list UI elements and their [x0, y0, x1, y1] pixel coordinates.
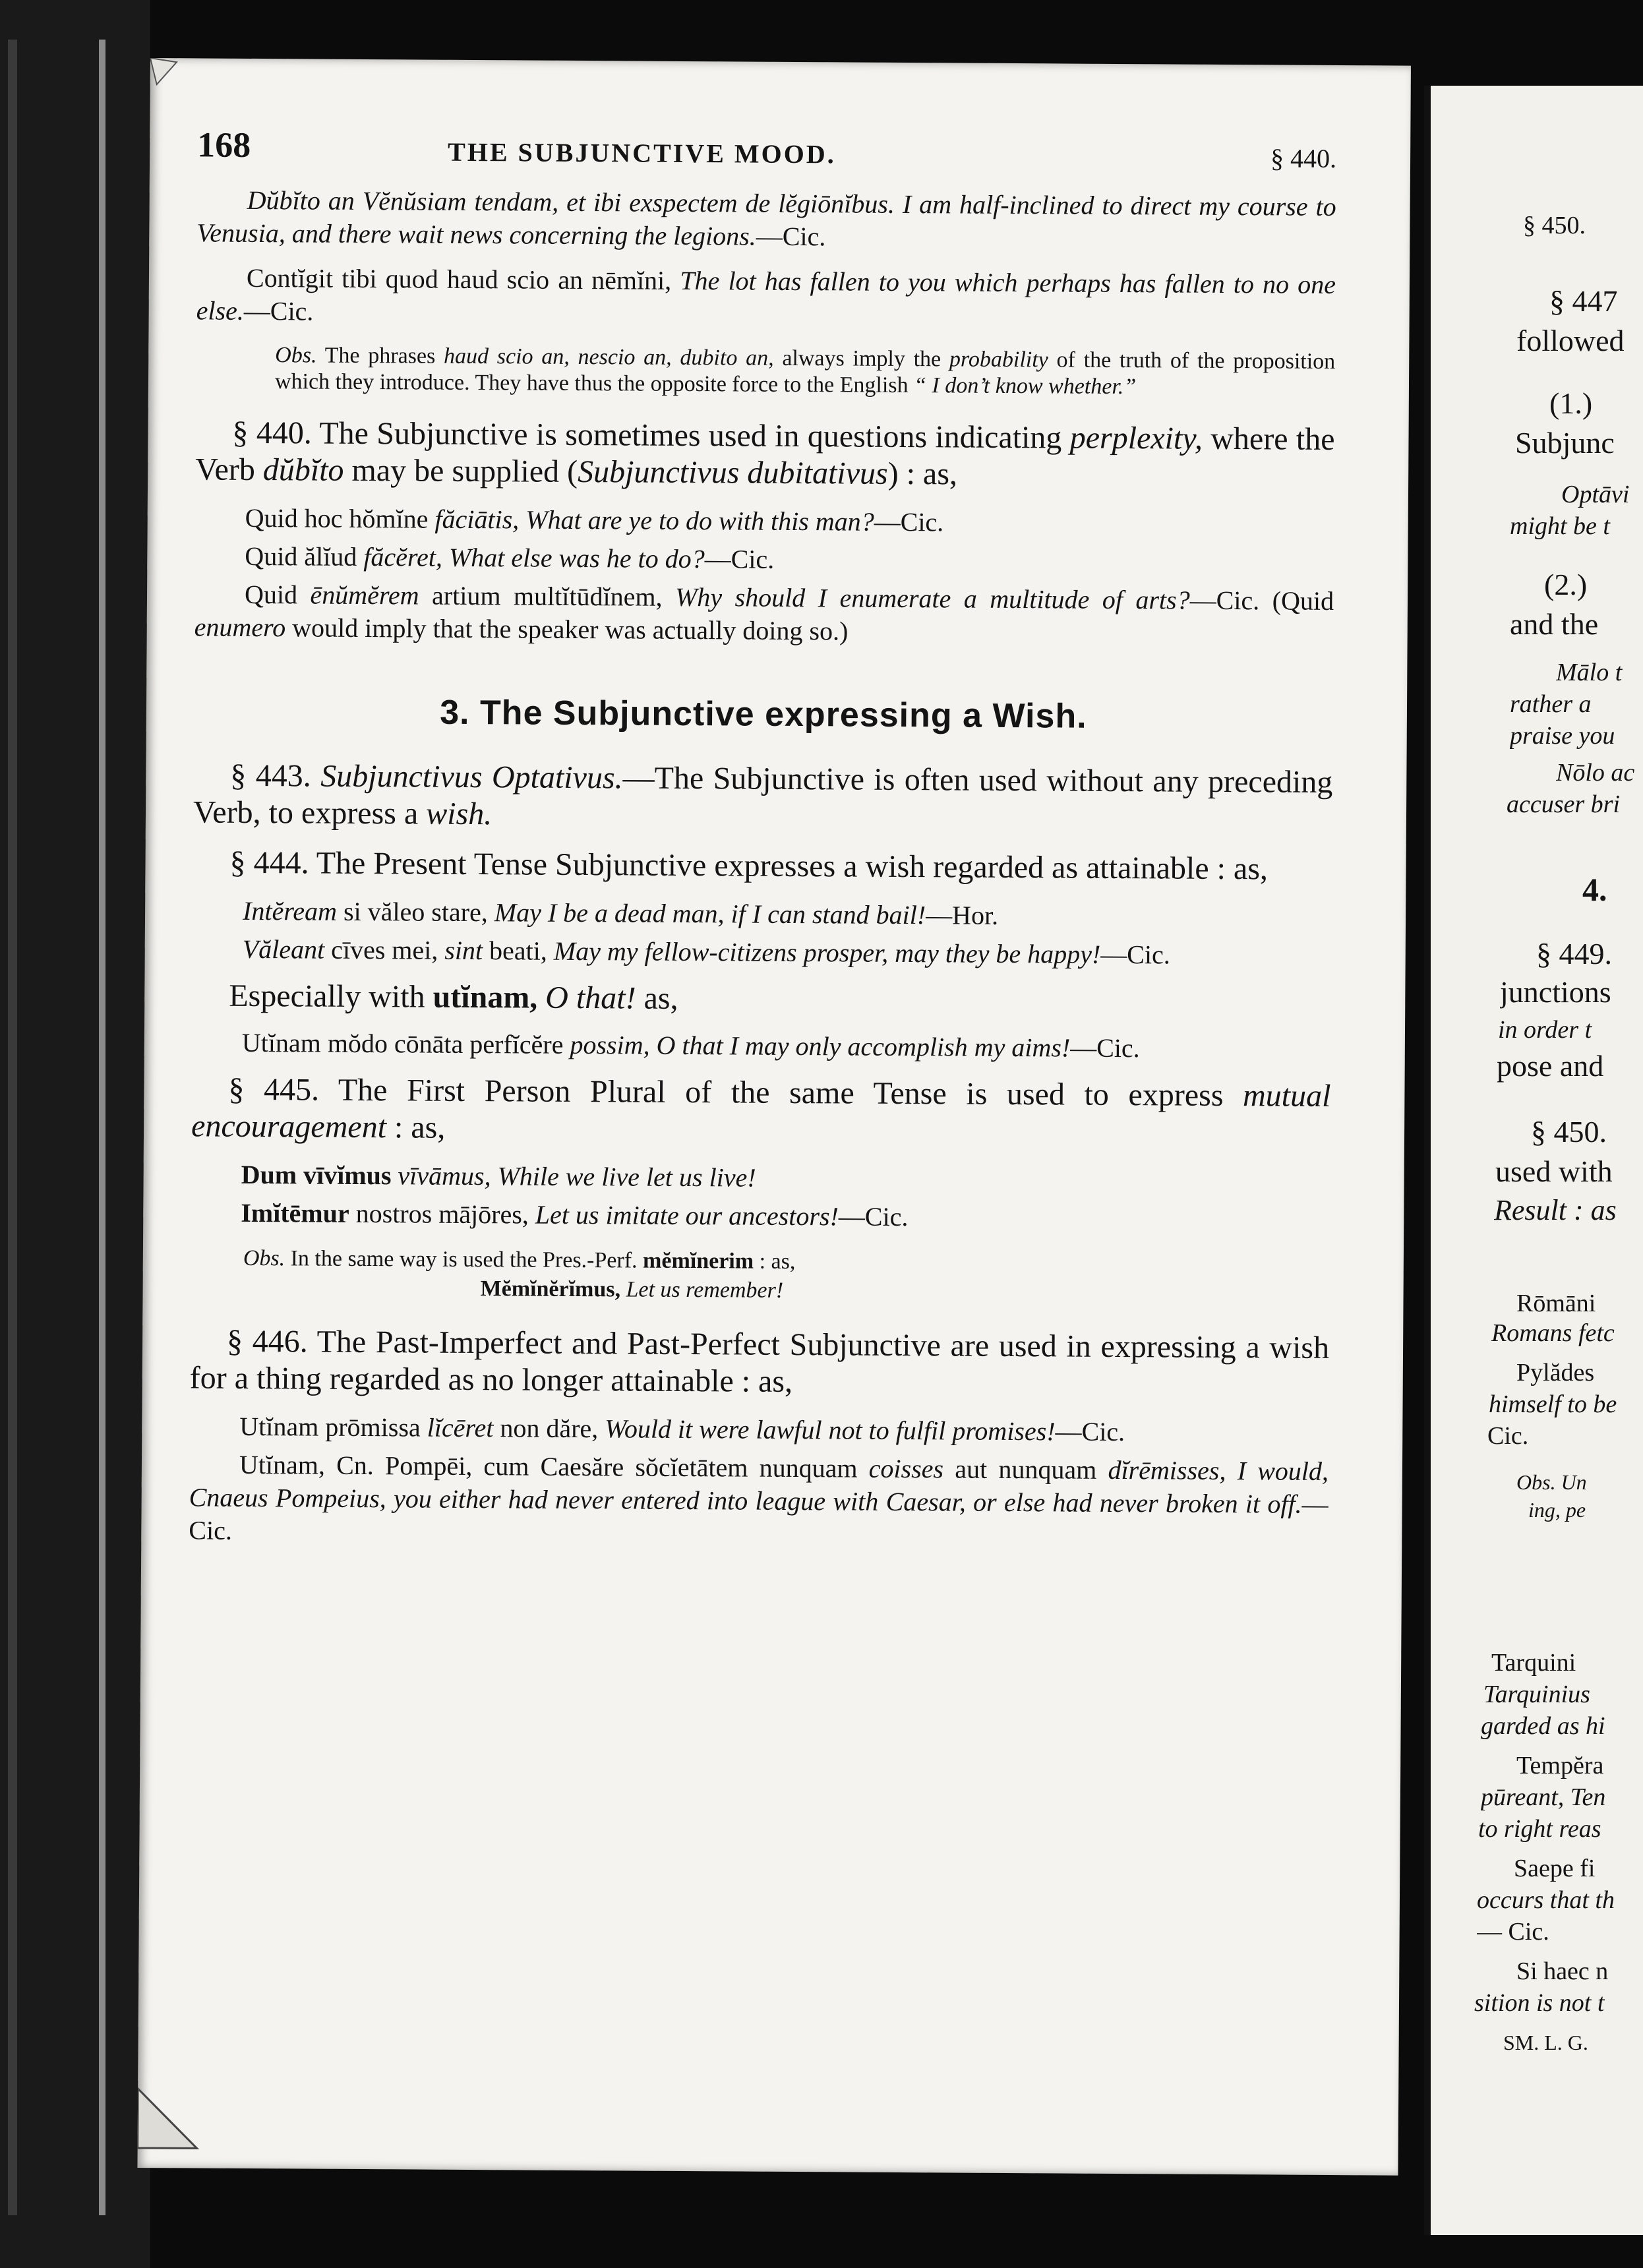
- obs-label: Obs.: [275, 343, 317, 368]
- latin-example: Quid: [244, 579, 298, 610]
- latin-example: Contĭgit tibi quod haud scio an nēmĭni,: [246, 262, 672, 295]
- right-fragment: § 450.: [1531, 1115, 1607, 1149]
- example-paragraph: [191, 1158, 1330, 1198]
- latin-example: non dăre,: [500, 1413, 599, 1444]
- latin-example: artium multĭtūdĭnem,: [431, 580, 663, 612]
- right-fragment: ing, pe: [1528, 1498, 1586, 1522]
- right-fragment: sition is not t: [1474, 1989, 1605, 2017]
- running-title: THE SUBJUNCTIVE MOOD.: [448, 136, 836, 169]
- example-paragraph: [194, 539, 1334, 580]
- english-translation: Would it were lawful not to fulfil promises!: [605, 1414, 1056, 1447]
- rule-text: where the Verb: [195, 421, 1335, 487]
- source-citation: —Cic.: [1055, 1416, 1125, 1447]
- latin-verb: dĭrēmisses,: [1108, 1454, 1226, 1486]
- right-fragment: Result : as: [1494, 1194, 1617, 1226]
- obs-term: mĕmĭnerim: [642, 1248, 754, 1274]
- right-fragment: used with: [1495, 1154, 1613, 1188]
- latin-example: Dŭbĭto an Vĕnŭsiam tendam, et ibi exspectem de lĕgiōnĭbus.: [247, 185, 895, 219]
- right-fragment: might be t: [1510, 512, 1610, 540]
- right-fragment: Optāvi: [1561, 481, 1630, 508]
- latin-example: Utĭnam mŏdo cōnāta perfĭcĕre: [241, 1027, 564, 1059]
- latin-verb: sint: [444, 935, 483, 966]
- scan-edge-line: [99, 40, 105, 2215]
- obs-phrases: haud scio an, nescio an, dubito an,: [443, 343, 774, 371]
- right-fragment: — Cic.: [1477, 1918, 1549, 1946]
- english-translation: I am half-inclined to direct my course to Venusia, and there wait news concerning the legions.: [196, 189, 1336, 251]
- right-fragment: and the: [1510, 607, 1599, 641]
- right-fragment: (2.): [1544, 568, 1588, 601]
- observation-note: [243, 1244, 1330, 1309]
- latin-verb: coisses: [868, 1453, 944, 1484]
- rule-text: The Past-Imperfect and Past-Perfect Subjunctive are used in expressing a wish for a thing regarded as no longer attainable : as,: [189, 1324, 1330, 1399]
- right-fragment: (1.): [1549, 386, 1593, 420]
- english-translation: O that I may only accomplish my aims!: [656, 1030, 1071, 1063]
- latin-example: Utĭnam prōmissa: [239, 1411, 421, 1443]
- obs-text: In the same way is used the Pres.-Perf.: [290, 1246, 638, 1273]
- right-fragment: 4.: [1582, 871, 1607, 908]
- latin-example: Quid ălĭud: [245, 541, 357, 572]
- rule-text: The First Person Plural of the same Tense is used to express: [338, 1072, 1224, 1113]
- obs-label: Obs.: [243, 1245, 285, 1271]
- right-fragment: accuser bri: [1507, 791, 1621, 818]
- source-citation: —Cic.: [838, 1201, 909, 1232]
- latin-verb: Imĭtēmur: [241, 1197, 349, 1228]
- example-paragraph: [196, 183, 1336, 256]
- obs-quote: “ I don’t know whether.”: [913, 373, 1137, 400]
- rule-term: perplexity,: [1069, 420, 1203, 456]
- rule-text: The Subjunctive is sometimes used in questions indicating: [319, 415, 1062, 456]
- section-number: § 446.: [226, 1323, 308, 1359]
- english-translation: The lot has fallen to you which perhaps has fallen to no one else.: [196, 265, 1336, 326]
- right-fragment: Subjunc: [1515, 426, 1615, 460]
- right-fragment: Si haec n: [1516, 1957, 1609, 1985]
- latin-verb: vīvāmus,: [398, 1160, 491, 1191]
- section-446: [190, 1323, 1330, 1404]
- rule-term: dŭbĭto: [262, 452, 344, 488]
- rule-term: Subjunctivus Optativus.: [320, 758, 623, 796]
- rule-text: Especially with: [229, 978, 425, 1015]
- english-translation: Let us remember!: [626, 1277, 784, 1303]
- example-paragraph: [196, 261, 1336, 334]
- page-number: 168: [197, 125, 251, 165]
- example-paragraph: [193, 894, 1332, 934]
- scan-edge-line: [8, 40, 17, 2215]
- english-translation: I would, Cnaeus Pompeius, you either had never entered into league with Caesar, or else had never broken it off.: [189, 1456, 1329, 1519]
- english-translation: O that!: [545, 980, 636, 1016]
- right-fragment: Pylădes: [1516, 1359, 1595, 1387]
- obs-example: Mĕmĭnĕrĭmus,: [480, 1276, 621, 1302]
- right-fragment: Tarquinius: [1483, 1681, 1590, 1708]
- right-fragment: § 449.: [1536, 937, 1612, 970]
- right-fragment: Romans fetc: [1491, 1319, 1615, 1347]
- section-443: [193, 757, 1333, 838]
- scan-margin-left: [0, 0, 150, 2268]
- english-translation: Why should I enumerate a multitude of arts?: [674, 582, 1190, 615]
- obs-term: probability: [949, 347, 1048, 373]
- obs-example-line: [243, 1273, 1329, 1309]
- rule-text: ) : as,: [887, 456, 958, 492]
- latin-verb: Intĕream: [242, 895, 338, 926]
- right-fragment: Obs. Un: [1516, 1470, 1587, 1494]
- source-citation: —Cic.: [1070, 1032, 1140, 1063]
- english-translation: What else was he to do?: [448, 542, 705, 574]
- right-fragment: § 447: [1549, 284, 1618, 318]
- section-number: § 440.: [232, 415, 313, 451]
- source-citation: —Cic.: [243, 295, 314, 326]
- section-number: § 445.: [228, 1071, 320, 1108]
- right-fragment: Tarquini: [1491, 1649, 1576, 1677]
- example-paragraph: [189, 1448, 1329, 1554]
- right-fragment: occurs that th: [1477, 1886, 1615, 1914]
- latin-example: Utĭnam, Cn. Pompēi, cum Caesăre sŏcĭetātem nunquam: [239, 1449, 858, 1483]
- page-content: [189, 124, 1336, 1566]
- latin-example: Dum vīvĭmus: [241, 1159, 392, 1191]
- latin-example: beati,: [489, 936, 548, 966]
- page-header: [197, 124, 1337, 191]
- obs-text: : as,: [759, 1249, 796, 1274]
- rule-text: as,: [643, 980, 678, 1016]
- obs-text: of the truth of the proposition which they introduce. They have thus the opposite force to the English: [274, 347, 1336, 398]
- rule-term: mutual encouragement: [191, 1078, 1331, 1145]
- note-text: would imply that the speaker was actually doing so.): [292, 612, 849, 646]
- right-section-ref: § 450.: [1523, 212, 1586, 239]
- source-citation: —Hor.: [926, 900, 999, 930]
- latin-verb: possim,: [570, 1029, 650, 1060]
- example-paragraph: [192, 1026, 1331, 1066]
- source-citation: —Cic.: [1100, 939, 1170, 970]
- english-translation: While we live let us live!: [497, 1161, 756, 1193]
- subheading: 3. The Subjunctive expressing a Wish.: [440, 693, 1087, 736]
- right-fragment: pūreant, Ten: [1481, 1783, 1606, 1811]
- english-translation: May I be a dead man, if I can stand bail!: [494, 897, 926, 930]
- right-fragment: praise you: [1510, 722, 1615, 750]
- observation-note: [275, 342, 1335, 402]
- section-number: § 443.: [230, 758, 311, 794]
- english-translation: Let us imitate our ancestors!: [535, 1199, 839, 1232]
- latin-example: nostros mājōres,: [355, 1198, 529, 1230]
- example-paragraph: [191, 1196, 1330, 1236]
- rule-text: may be supplied (: [351, 452, 578, 489]
- book-page-left: [137, 58, 1411, 2176]
- section-445: [191, 1071, 1331, 1152]
- rule-term: wish.: [426, 796, 493, 832]
- example-paragraph: [189, 1410, 1329, 1450]
- page-corner-crease: [150, 58, 190, 98]
- rule-text: The Present Tense Subjunctive expresses a wish regarded as attainable : as,: [316, 845, 1269, 887]
- rule-term: Subjunctivus dubitativus: [577, 454, 888, 491]
- right-fragment: garded as hi: [1481, 1712, 1605, 1740]
- obs-text: The phrases: [324, 343, 436, 369]
- english-translation: What are ye to do with this man?: [525, 504, 874, 537]
- section-440: [195, 414, 1335, 495]
- latin-verb: ēnŭmĕrem: [310, 580, 419, 611]
- right-fragment: Rōmāni: [1516, 1290, 1596, 1317]
- example-paragraph: [194, 578, 1334, 651]
- note-term: enumero: [194, 612, 286, 643]
- section-444: [193, 844, 1332, 888]
- keyword-utinam: utĭnam,: [433, 979, 538, 1015]
- latin-example: cīves mei,: [331, 934, 438, 965]
- right-fragment: Tempĕra: [1516, 1752, 1604, 1779]
- right-fragment: Nōlo ac: [1556, 759, 1635, 787]
- right-fragment: Mālo t: [1556, 659, 1623, 686]
- right-fragment: himself to be: [1489, 1390, 1617, 1418]
- example-paragraph: [195, 501, 1334, 541]
- especially-line: [192, 977, 1331, 1021]
- latin-verb: făciātis,: [434, 504, 520, 535]
- latin-verb: făcĕret,: [363, 541, 443, 572]
- right-fragment: in order t: [1498, 1016, 1592, 1044]
- right-fragment: to right reas: [1478, 1815, 1601, 1843]
- right-fragment: junctions: [1500, 975, 1611, 1009]
- section-reference: § 440.: [1270, 143, 1337, 173]
- section-number: § 444.: [229, 845, 309, 881]
- right-fragment: Saepe fi: [1514, 1855, 1596, 1882]
- source-citation: —Cic.: [704, 544, 775, 574]
- rule-text: : as,: [394, 1110, 446, 1145]
- source-citation: —Cic.: [874, 506, 944, 537]
- latin-verb: Văleant: [242, 934, 325, 965]
- page-corner-fold: [138, 2075, 218, 2155]
- latin-example: Quid hoc hŏmĭne: [245, 502, 429, 534]
- example-paragraph: [193, 932, 1332, 972]
- rule-text: —The Subjunctive is often used without any preceding Verb, to express a: [193, 760, 1333, 831]
- latin-verb: lĭcēret: [427, 1412, 494, 1443]
- source-citation: —Cic.: [756, 221, 826, 252]
- obs-text: always imply the: [782, 345, 941, 372]
- right-fragment: pose and: [1497, 1049, 1604, 1083]
- note-text: (Quid: [1272, 585, 1334, 616]
- right-fragment: SM. L. G.: [1503, 2031, 1588, 2054]
- source-citation: —Cic.: [189, 1489, 1329, 1545]
- latin-example: aut nunquam: [955, 1454, 1097, 1485]
- right-fragment: Cic.: [1487, 1422, 1529, 1450]
- source-citation: —Cic.: [1189, 585, 1260, 616]
- right-fragment: followed: [1516, 324, 1625, 357]
- right-fragment: rather a: [1510, 690, 1592, 718]
- english-translation: May my fellow-citizens prosper, may they be happy!: [553, 936, 1101, 969]
- latin-example: si văleo stare,: [343, 896, 488, 928]
